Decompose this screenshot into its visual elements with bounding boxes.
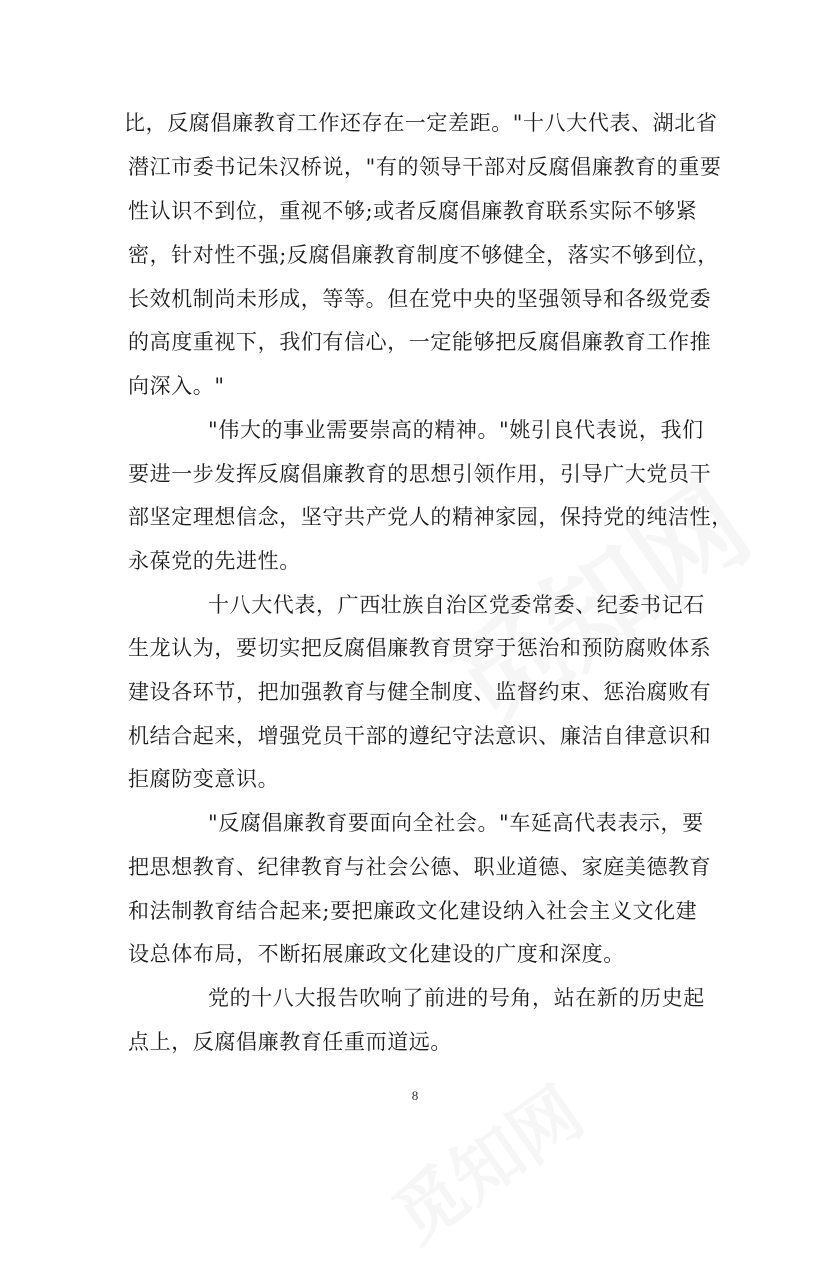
text-line: 拒腐防变意识。 — [128, 767, 280, 791]
text-line: 建设各环节，把加强教育与健全制度、监督约束、惩治腐败有 — [128, 680, 712, 704]
text-line: 部坚定理想信念，坚守共产党人的精神家园，保持党的纯洁性， — [128, 505, 733, 529]
text-line: 的高度重视下，我们有信心，一定能够把反腐倡廉教育工作推 — [128, 330, 712, 354]
text-line: 把思想教育、纪律教育与社会公德、职业道德、家庭美德教育 — [128, 855, 712, 879]
text-line: 要进一步发挥反腐倡廉教育的思想引领作用，引导广大党员干 — [128, 462, 712, 486]
text-line: 设总体布局，不断拓展廉政文化建设的广度和深度。 — [128, 942, 625, 966]
text-line: 十八大代表，广西壮族自治区党委常委、纪委书记石 — [208, 593, 705, 617]
text-line: 潜江市委书记朱汉桥说，"有的领导干部对反腐倡廉教育的重要 — [128, 155, 722, 179]
text-line: 和法制教育结合起来;要把廉政文化建设纳入社会主义文化建 — [128, 899, 698, 923]
page-number: 8 — [411, 1088, 419, 1103]
text-line: 党的十八大报告吹响了前进的号角，站在新的历史起 — [208, 986, 705, 1010]
text-line: 向深入。" — [128, 374, 225, 398]
text-line: 密，针对性不强;反腐倡廉教育制度不够健全，落实不够到位， — [128, 243, 719, 267]
text-line: 生龙认为，要切实把反腐倡廉教育贯穿于惩治和预防腐败体系 — [128, 636, 712, 660]
text-line: 机结合起来，增强党员干部的遵纪守法意识、廉洁自律意识和 — [128, 724, 712, 748]
text-line: "反腐倡廉教育要面向全社会。"车延高代表表示，要 — [208, 811, 704, 835]
text-line: 点上，反腐倡廉教育任重而道远。 — [128, 1030, 452, 1054]
text-line: 性认识不到位，重视不够;或者反腐倡廉教育联系实际不够紧 — [128, 199, 698, 223]
text-line: 长效机制尚未形成，等等。但在党中央的坚强领导和各级党委 — [128, 287, 712, 311]
text-line: "伟大的事业需要崇高的精神。"姚引良代表说，我们 — [208, 418, 704, 442]
text-line: 比，反腐倡廉教育工作还存在一定差距。"十八大代表、湖北省 — [124, 111, 718, 135]
text-line: 永葆党的先进性。 — [128, 549, 301, 573]
